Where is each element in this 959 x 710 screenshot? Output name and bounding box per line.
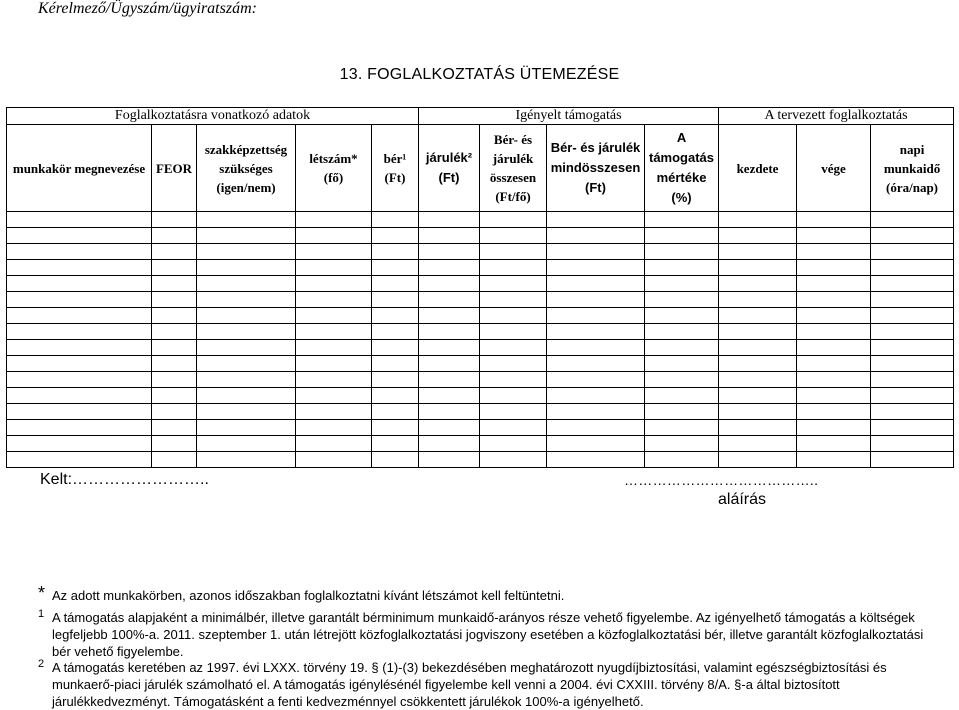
table-cell <box>645 404 719 420</box>
table-cell <box>645 356 719 372</box>
table-cell <box>871 244 954 260</box>
signature-line: ………………………………….. <box>624 472 819 488</box>
table-cell <box>296 228 372 244</box>
col-header-wage: bér¹ (Ft) <box>372 125 419 212</box>
group-header-row <box>7 108 954 125</box>
table-cell <box>547 244 645 260</box>
table-cell <box>372 340 419 356</box>
table-cell <box>871 356 954 372</box>
group-header-employment-data: Foglalkoztatásra vonatkozó adatok <box>7 108 419 125</box>
table-cell <box>871 452 954 468</box>
table-cell <box>7 356 152 372</box>
table-row <box>7 404 954 420</box>
col-header-contribution: járulék² (Ft) <box>419 125 480 212</box>
table-cell <box>480 436 547 452</box>
table-cell <box>871 388 954 404</box>
footnote-marker: * <box>38 583 46 603</box>
col-header-wage-contribution-per-person: Bér- és járulék összesen (Ft/fő) <box>480 125 547 212</box>
table-cell <box>547 276 645 292</box>
table-cell <box>547 452 645 468</box>
table-cell <box>547 340 645 356</box>
table-cell <box>419 452 480 468</box>
footnote-star <box>38 583 938 604</box>
table-cell <box>480 356 547 372</box>
table-cell <box>296 372 372 388</box>
table-cell <box>797 404 871 420</box>
table-row <box>7 212 954 228</box>
table-cell <box>480 324 547 340</box>
table-cell <box>419 404 480 420</box>
table-row <box>7 340 954 356</box>
table-cell <box>419 340 480 356</box>
table-cell <box>719 324 797 340</box>
table-cell <box>871 292 954 308</box>
table-cell <box>547 324 645 340</box>
table-cell <box>296 260 372 276</box>
table-cell <box>719 292 797 308</box>
table-cell <box>197 260 296 276</box>
table-row <box>7 276 954 292</box>
table-cell <box>152 276 197 292</box>
table-cell <box>296 324 372 340</box>
table-cell <box>480 276 547 292</box>
table-cell <box>871 436 954 452</box>
table-cell <box>719 228 797 244</box>
table-cell <box>797 388 871 404</box>
table-cell <box>797 292 871 308</box>
table-cell <box>645 212 719 228</box>
table-cell <box>797 228 871 244</box>
table-cell <box>197 420 296 436</box>
table-cell <box>7 340 152 356</box>
table-cell <box>296 276 372 292</box>
table-cell <box>719 356 797 372</box>
table-cell <box>547 212 645 228</box>
footnote-text: A támogatás alapjaként a minimálbér, illetve garantált bérminimum munkaidő-arányos része vehető figyelembe. Az igényelhető támogatás a költségek legfeljebb 100%-a. 2011. szeptember 1. után létrejött közfoglalkoztatási jogviszony esetében a közfoglalkoztatási bér, illetve garantált közfoglalkoztatási bér vehető figyelembe. <box>52 610 924 659</box>
table-cell <box>372 452 419 468</box>
table-cell <box>372 436 419 452</box>
table-row <box>7 420 954 436</box>
table-cell <box>7 452 152 468</box>
table-cell <box>719 212 797 228</box>
group-header-planned-employment: A tervezett foglalkoztatás <box>719 108 954 125</box>
table-cell <box>797 308 871 324</box>
table-cell <box>197 244 296 260</box>
table-cell <box>296 404 372 420</box>
footnote-1 <box>38 609 938 660</box>
table-cell <box>480 340 547 356</box>
table-row <box>7 228 954 244</box>
table-cell <box>7 372 152 388</box>
table-cell <box>419 420 480 436</box>
table-cell <box>296 212 372 228</box>
table-cell <box>547 228 645 244</box>
table-cell <box>419 292 480 308</box>
table-cell <box>7 436 152 452</box>
table-row <box>7 436 954 452</box>
table-cell <box>871 228 954 244</box>
table-cell <box>372 388 419 404</box>
col-header-support-rate: A támogatás mértéke (%) <box>645 125 719 212</box>
table-cell <box>719 388 797 404</box>
table-cell <box>547 404 645 420</box>
table-cell <box>871 420 954 436</box>
table-cell <box>797 212 871 228</box>
table-cell <box>719 260 797 276</box>
table-cell <box>152 340 197 356</box>
table-cell <box>7 276 152 292</box>
table-cell <box>296 292 372 308</box>
table-cell <box>372 356 419 372</box>
table-cell <box>152 228 197 244</box>
table-cell <box>480 212 547 228</box>
table-cell <box>296 388 372 404</box>
table-cell <box>645 452 719 468</box>
table-cell <box>797 420 871 436</box>
table-cell <box>296 452 372 468</box>
table-cell <box>871 404 954 420</box>
table-cell <box>419 356 480 372</box>
col-header-headcount: létszám* (fő) <box>296 125 372 212</box>
reference-label: Kérelmező/Ügyszám/ügyiratszám: <box>38 0 257 17</box>
table-cell <box>152 260 197 276</box>
table-cell <box>372 292 419 308</box>
table-cell <box>547 356 645 372</box>
table-cell <box>480 452 547 468</box>
table-cell <box>645 324 719 340</box>
col-header-daily-hours: napi munkaidő (óra/nap) <box>871 125 954 212</box>
table-cell <box>797 356 871 372</box>
table-cell <box>419 324 480 340</box>
table-row <box>7 388 954 404</box>
table-cell <box>419 244 480 260</box>
table-cell <box>296 340 372 356</box>
table-cell <box>197 356 296 372</box>
col-header-start: kezdete <box>719 125 797 212</box>
table-cell <box>197 404 296 420</box>
table-cell <box>296 436 372 452</box>
table-cell <box>152 452 197 468</box>
table-cell <box>152 420 197 436</box>
footnote-text: Az adott munkakörben, azonos időszakban foglalkoztatni kívánt létszámot kell feltüntetni. <box>52 588 565 603</box>
table-cell <box>372 404 419 420</box>
table-cell <box>645 292 719 308</box>
table-cell <box>152 244 197 260</box>
table-cell <box>797 340 871 356</box>
table-cell <box>645 228 719 244</box>
table-cell <box>197 292 296 308</box>
table-cell <box>871 372 954 388</box>
table-cell <box>797 452 871 468</box>
table-cell <box>419 228 480 244</box>
table-cell <box>419 436 480 452</box>
table-cell <box>547 388 645 404</box>
table-cell <box>871 276 954 292</box>
footnote-text: A támogatás keretében az 1997. évi LXXX. törvény 19. § (1)-(3) bekezdésében meghatározott nyugdíjbiztosítási, valamint egészségbiztosítási és munkaerő-piaci járulék számolható el. A támogatás igénylésénél figyelembe kell venni a 2004. évi CXXIII. törvény 8/A. §-a által biztosított járulékkedvezményt. Támogatásként a fenti kedvezménnyel csökkentett járulékok 100%-a igényelhető. <box>52 660 887 709</box>
table-cell <box>372 244 419 260</box>
table-cell <box>719 404 797 420</box>
signature-label: aláírás <box>718 491 767 508</box>
table-cell <box>152 404 197 420</box>
table-cell <box>197 372 296 388</box>
col-header-qualification: szakképzettség szükséges (igen/nem) <box>197 125 296 212</box>
table-row <box>7 292 954 308</box>
table-cell <box>719 276 797 292</box>
table-cell <box>480 244 547 260</box>
table-row <box>7 372 954 388</box>
table-cell <box>197 308 296 324</box>
table-cell <box>197 324 296 340</box>
table-cell <box>197 212 296 228</box>
table-cell <box>197 340 296 356</box>
table-cell <box>547 436 645 452</box>
table-cell <box>719 372 797 388</box>
col-header-end: vége <box>797 125 871 212</box>
table-cell <box>871 260 954 276</box>
table-row <box>7 260 954 276</box>
table-row <box>7 308 954 324</box>
table-cell <box>7 260 152 276</box>
table-cell <box>719 340 797 356</box>
table-cell <box>197 228 296 244</box>
table-cell <box>719 436 797 452</box>
footnote-marker: 1 <box>38 608 45 620</box>
table-cell <box>871 308 954 324</box>
table-cell <box>419 212 480 228</box>
table-cell <box>7 388 152 404</box>
group-header-requested-support: Igényelt támogatás <box>419 108 719 125</box>
table-cell <box>372 308 419 324</box>
table-cell <box>7 292 152 308</box>
table-row <box>7 356 954 372</box>
table-cell <box>480 308 547 324</box>
table-cell <box>645 420 719 436</box>
table-cell <box>152 308 197 324</box>
table-cell <box>719 244 797 260</box>
table-cell <box>480 388 547 404</box>
col-header-wage-contribution-total: Bér- és járulék mindösszesen (Ft) <box>547 125 645 212</box>
table-cell <box>645 308 719 324</box>
table-cell <box>419 308 480 324</box>
table-cell <box>197 436 296 452</box>
table-row <box>7 244 954 260</box>
table-cell <box>547 260 645 276</box>
table-cell <box>547 372 645 388</box>
table-cell <box>7 404 152 420</box>
table-cell <box>797 276 871 292</box>
table-cell <box>197 276 296 292</box>
table-cell <box>645 372 719 388</box>
footnote-2 <box>38 659 938 710</box>
table-cell <box>480 372 547 388</box>
table-cell <box>7 324 152 340</box>
column-header-row <box>7 125 954 212</box>
table-cell <box>152 356 197 372</box>
table-cell <box>296 356 372 372</box>
table-cell <box>152 372 197 388</box>
table-cell <box>871 340 954 356</box>
table-cell <box>372 260 419 276</box>
table-cell <box>7 420 152 436</box>
table-cell <box>372 212 419 228</box>
table-cell <box>152 324 197 340</box>
table-row <box>7 324 954 340</box>
table-cell <box>7 244 152 260</box>
table-cell <box>480 292 547 308</box>
table-cell <box>480 404 547 420</box>
col-header-feor: FEOR <box>152 125 197 212</box>
table-cell <box>197 452 296 468</box>
table-cell <box>296 308 372 324</box>
table-cell <box>419 388 480 404</box>
table-cell <box>645 436 719 452</box>
table-cell <box>7 228 152 244</box>
table-cell <box>480 420 547 436</box>
table-cell <box>480 260 547 276</box>
table-cell <box>547 308 645 324</box>
table-cell <box>152 292 197 308</box>
date-place-field: Kelt:…………………….. <box>40 471 209 488</box>
table-cell <box>719 420 797 436</box>
table-cell <box>645 276 719 292</box>
col-header-job-title: munkakör megnevezése <box>7 125 152 212</box>
table-cell <box>547 292 645 308</box>
table-cell <box>480 228 547 244</box>
table-cell <box>372 420 419 436</box>
table-cell <box>871 324 954 340</box>
table-cell <box>797 260 871 276</box>
footnote-marker: 2 <box>38 658 45 670</box>
table-row <box>7 452 954 468</box>
table-cell <box>645 388 719 404</box>
table-cell <box>152 212 197 228</box>
table-cell <box>645 244 719 260</box>
table-cell <box>419 276 480 292</box>
table-cell <box>719 308 797 324</box>
table-cell <box>797 372 871 388</box>
table-cell <box>719 452 797 468</box>
table-cell <box>372 276 419 292</box>
table-cell <box>372 324 419 340</box>
table-cell <box>197 388 296 404</box>
table-cell <box>797 436 871 452</box>
table-cell <box>296 244 372 260</box>
table-cell <box>797 324 871 340</box>
table-cell <box>152 388 197 404</box>
table-cell <box>372 372 419 388</box>
table-cell <box>296 420 372 436</box>
table-cell <box>645 260 719 276</box>
schedule-table <box>6 107 954 468</box>
table-cell <box>419 260 480 276</box>
table-cell <box>152 436 197 452</box>
table-cell <box>419 372 480 388</box>
table-cell <box>372 228 419 244</box>
table-cell <box>645 340 719 356</box>
table-cell <box>871 212 954 228</box>
table-cell <box>7 308 152 324</box>
table-cell <box>7 212 152 228</box>
table-cell <box>547 420 645 436</box>
table-cell <box>797 244 871 260</box>
page-title: 13. FOGLALKOZTATÁS ÜTEMEZÉSE <box>339 66 620 83</box>
